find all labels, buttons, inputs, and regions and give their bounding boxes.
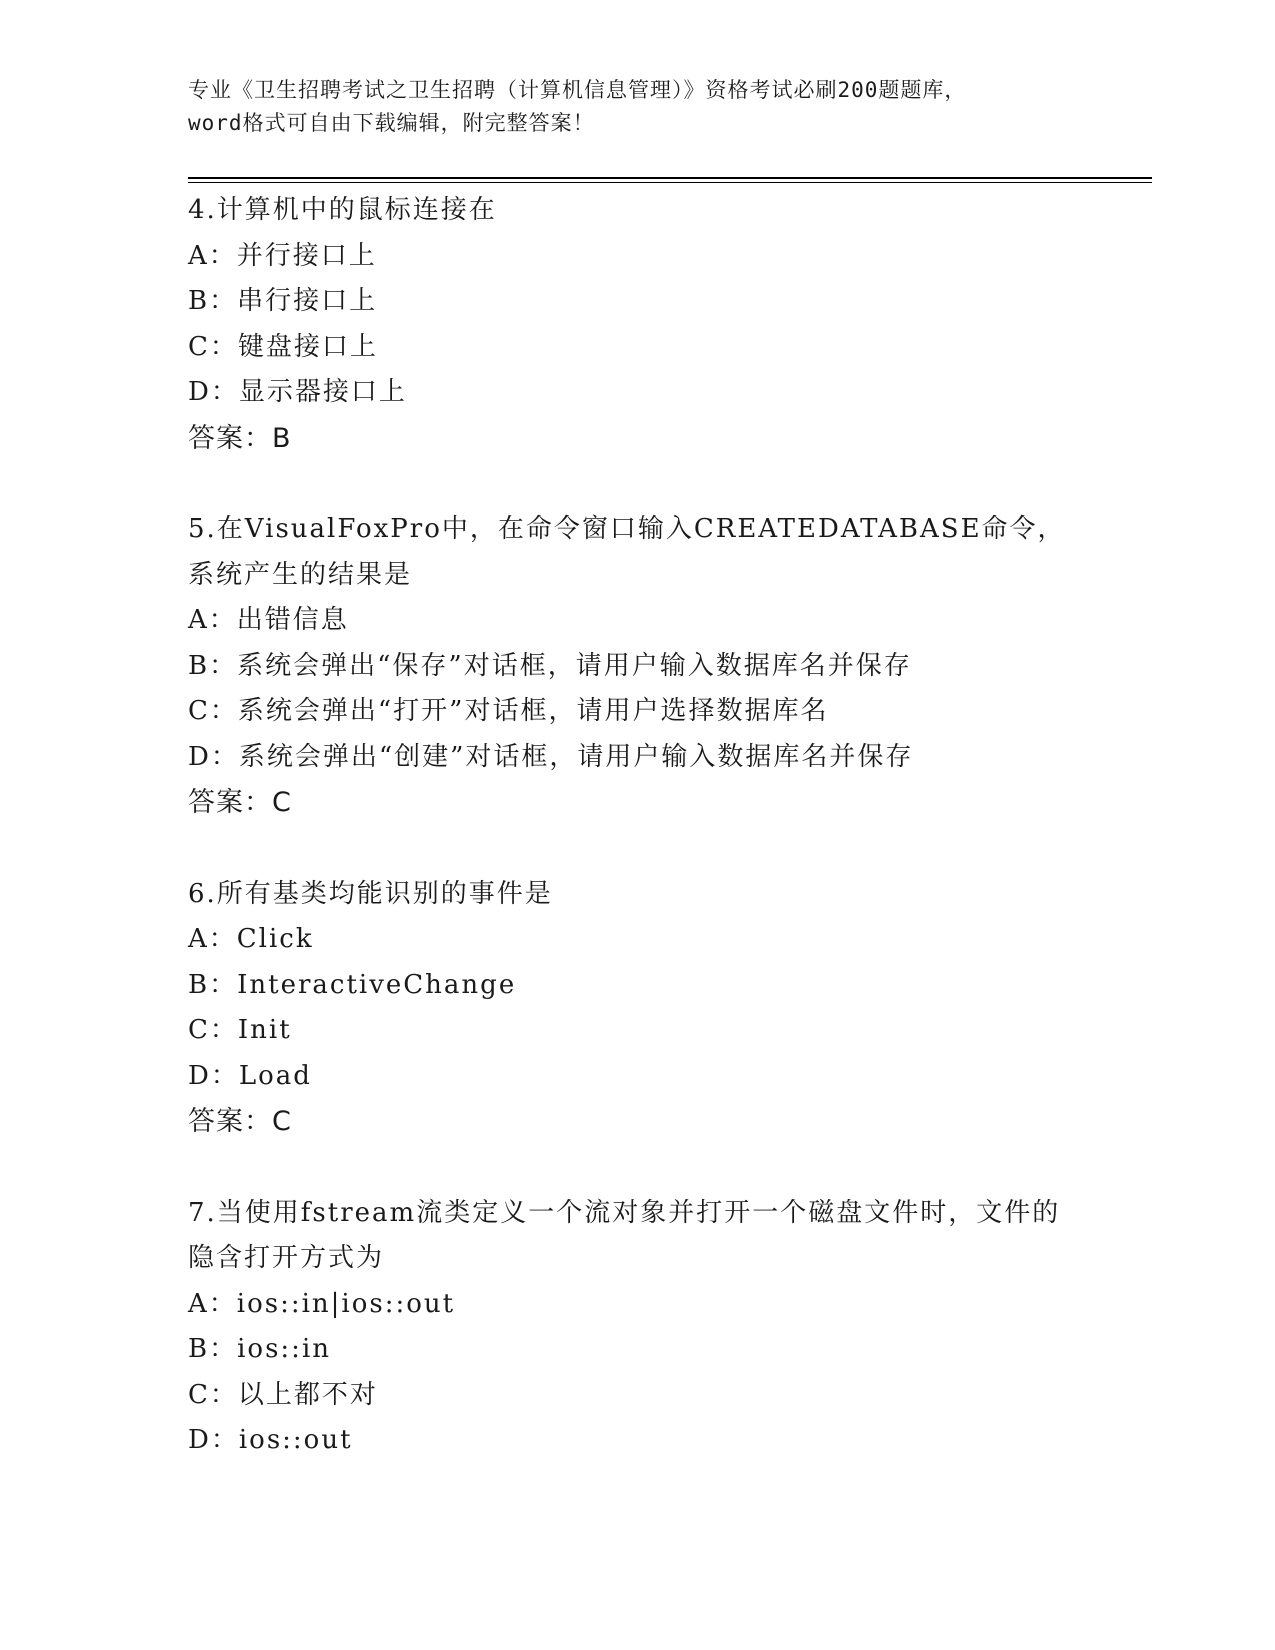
answer: 答案：B <box>188 422 292 454</box>
option-b: B：InteractiveChange <box>188 969 517 1000</box>
option-d: D：显示器接口上 <box>188 377 407 407</box>
option-c: C：以上都不对 <box>188 1379 378 1410</box>
header-line-1: 专业《卫生招聘考试之卫生招聘（计算机信息管理）》资格考试必刷200题题库， <box>188 78 967 102</box>
option-a: A：ios::in|ios::out <box>188 1288 456 1319</box>
question-stem: 6.所有基类均能识别的事件是 <box>188 878 553 909</box>
option-a: A：Click <box>188 924 314 954</box>
document-header <box>188 74 1088 140</box>
option-b: B：系统会弹出“保存”对话框，请用户输入数据库名并保存 <box>188 650 912 681</box>
question-7 <box>188 1191 1088 1464</box>
option-d: D：系统会弹出“创建”对话框，请用户输入数据库名并保存 <box>188 741 914 772</box>
option-a: A：出错信息 <box>188 605 349 635</box>
header-line-2: word格式可自由下载编辑，附完整答案！ <box>188 111 595 135</box>
question-stem: 5.在VisualFoxPro中，在命令窗口输入CREATEDATABASE命令，系统产生的结果是 <box>188 514 1066 590</box>
answer: 答案：C <box>188 787 292 818</box>
question-5 <box>188 507 1088 826</box>
answer: 答案：C <box>188 1106 292 1137</box>
header-divider-thin <box>188 182 1152 183</box>
option-c: C：系统会弹出“打开”对话框，请用户选择数据库名 <box>188 696 829 726</box>
option-d: D：Load <box>188 1060 312 1091</box>
option-d: D：ios::out <box>188 1425 353 1455</box>
option-b: B：ios::in <box>188 1334 331 1364</box>
option-c: C：Init <box>188 1015 292 1045</box>
question-6 <box>188 872 1088 1145</box>
question-list <box>188 188 1088 1510</box>
header-divider-thick <box>188 177 1152 179</box>
question-stem: 4.计算机中的鼠标连接在 <box>188 195 497 225</box>
option-c: C：键盘接口上 <box>188 331 378 362</box>
question-stem: 7.当使用fstream流类定义一个流对象并打开一个磁盘文件时，文件的隐含打开方式为 <box>188 1197 1061 1273</box>
option-a: A：并行接口上 <box>188 240 377 271</box>
question-4 <box>188 188 1088 461</box>
option-b: B：串行接口上 <box>188 286 378 316</box>
